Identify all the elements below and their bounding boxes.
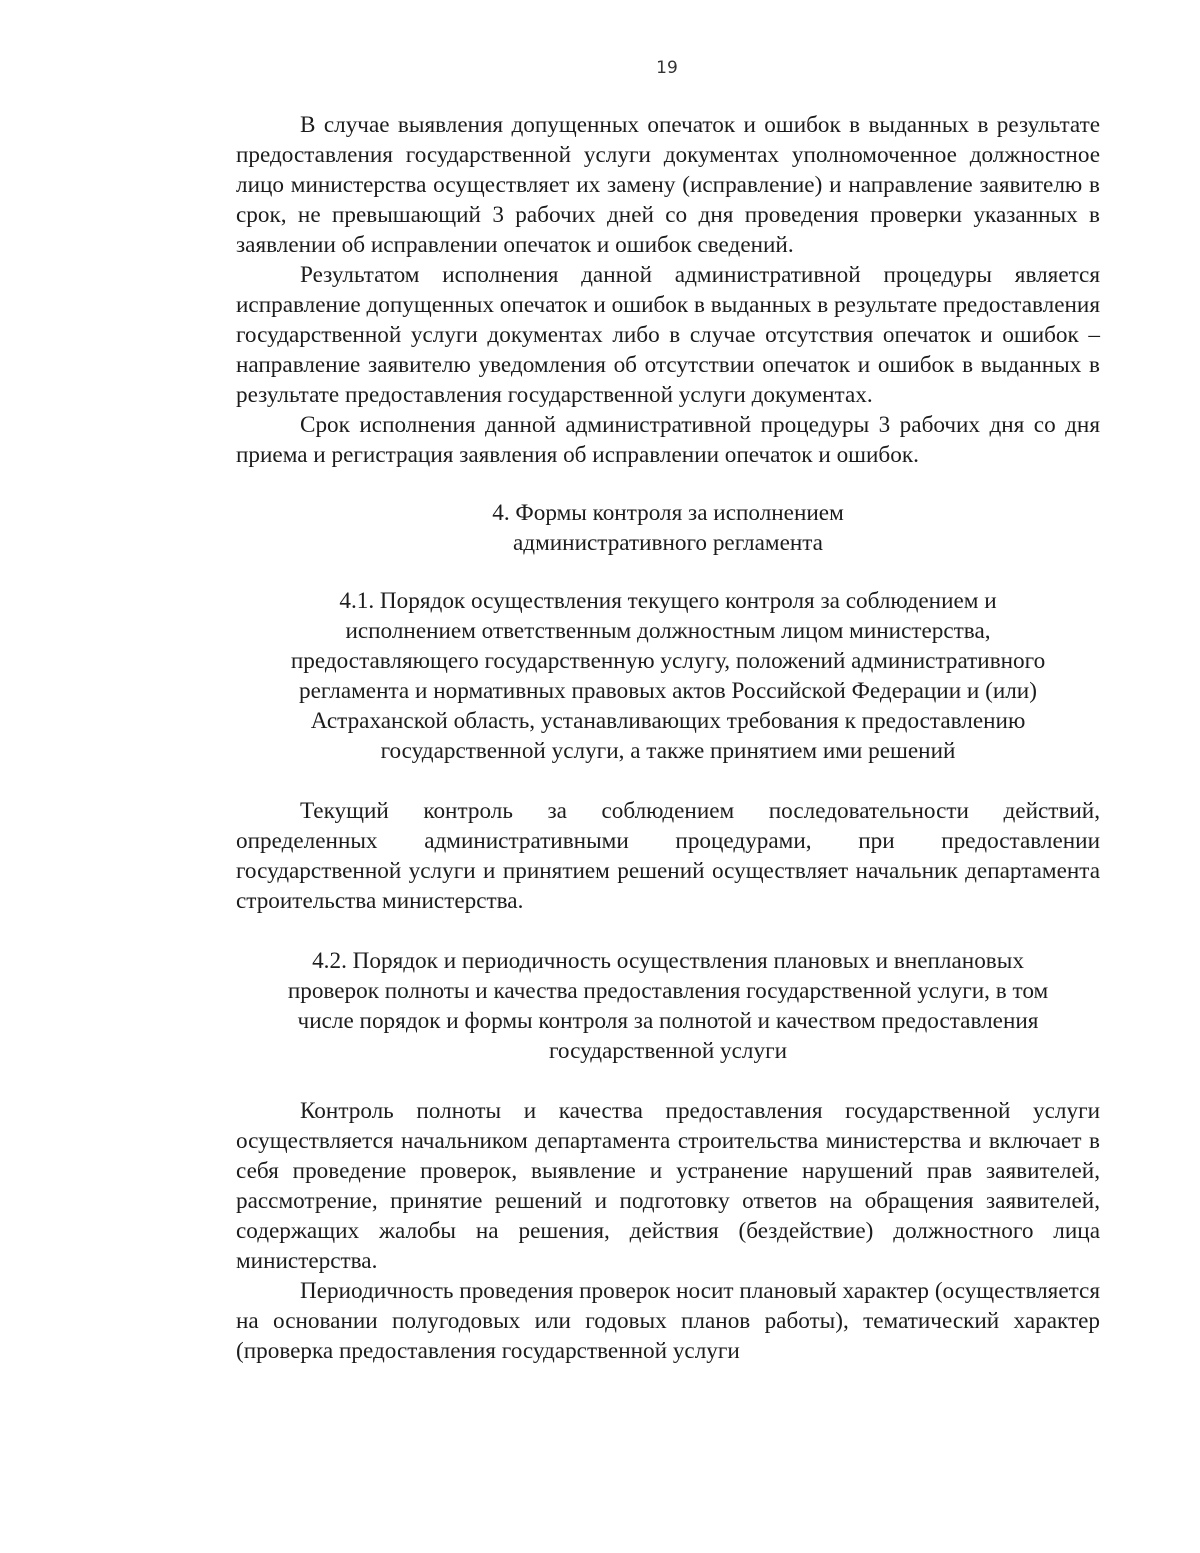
heading-line: государственной услуги, а также принятием ими решений <box>380 738 956 764</box>
heading-line: 4. Формы контроля за исполнением <box>492 500 844 526</box>
heading-line: 4.1. Порядок осуществления текущего контроля за соблюдением и <box>339 588 997 614</box>
spacer <box>236 470 1100 498</box>
heading-line: проверок полноты и качества предоставления государственной услуги, в том <box>287 978 1049 1004</box>
heading-line: 4.2. Порядок и периодичность осуществления плановых и внеплановых <box>312 948 1024 974</box>
section-4-1-heading <box>236 586 1100 766</box>
paragraph-quality-control: Контроль полноты и качества предоставления государственной услуги осуществляется начальником департамента строительства министерства и включает в себя проведение проверок, выявление и устранение нарушений прав заявителей, рассмотрение, принятие решений и подготовку ответов на обращения заявителей, содержащих жалобы на решения, действия (бездействие) должностного лица министерства. <box>236 1098 1100 1274</box>
paragraph-procedure-deadline: Срок исполнения данной административной процедуры 3 рабочих дня со дня приема и регистрация заявления об исправлении опечаток и ошибок. <box>236 412 1100 468</box>
spacer <box>236 1066 1100 1096</box>
section-4-heading <box>236 498 1100 558</box>
spacer <box>236 916 1100 946</box>
heading-line: числе порядок и формы контроля за полнотой и качеством предоставления <box>297 1008 1039 1034</box>
paragraph-inspection-frequency: Периодичность проведения проверок носит плановый характер (осуществляется на основании полугодовых или годовых планов работы), тематический характер (проверка предоставления государственной услуги <box>236 1278 1100 1364</box>
heading-line: государственной услуги <box>548 1038 788 1064</box>
document-body <box>236 110 1100 1366</box>
paragraph-procedure-result: Результатом исполнения данной административной процедуры является исправление допущенных опечаток и ошибок в выданных в результате предоставления государственной услуги документах либо в случае отсутствия опечаток и ошибок – направление заявителю уведомления об отсутствии опечаток и ошибок в выданных в результате предоставления государственной услуги документах. <box>236 262 1100 408</box>
heading-line: предоставляющего государственную услугу, положений административного <box>290 648 1046 674</box>
heading-line: Астраханской область, устанавливающих требования к предоставлению <box>310 708 1026 734</box>
paragraph-current-control: Текущий контроль за соблюдением последовательности действий, определенных административными процедурами, при предоставлении государственной услуги и принятием решений осуществляет начальник департамента строительства министерства. <box>236 798 1100 914</box>
spacer <box>236 558 1100 586</box>
paragraph-typo-correction: В случае выявления допущенных опечаток и ошибок в выданных в результате предоставления государственной услуги документах уполномоченное должностное лицо министерства осуществляет их замену (исправление) и направление заявителю в срок, не превышающий 3 рабочих дней со дня проведения проверки указанных в заявлении об исправлении опечаток и ошибок сведений. <box>236 112 1100 258</box>
heading-line: регламента и нормативных правовых актов Российской Федерации и (или) <box>299 678 1037 704</box>
heading-line: исполнением ответственным должностным лицом министерства, <box>345 618 991 644</box>
spacer <box>236 766 1100 796</box>
heading-line: административного регламента <box>513 530 823 556</box>
page-number: 19 <box>656 58 678 78</box>
section-4-2-heading <box>236 946 1100 1066</box>
